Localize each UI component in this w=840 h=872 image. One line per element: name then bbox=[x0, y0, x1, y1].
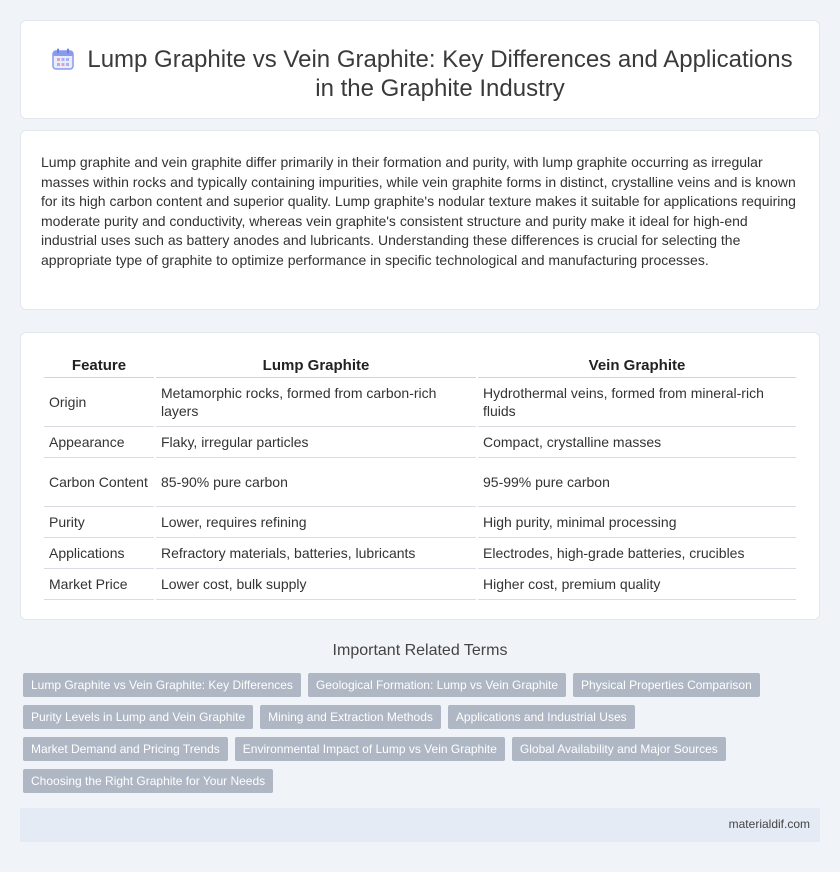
lump-cell: Refractory materials, batteries, lubricants bbox=[156, 538, 476, 569]
table-row bbox=[44, 507, 796, 538]
intro-card bbox=[20, 130, 820, 310]
tag-row bbox=[23, 737, 803, 761]
vein-cell: Higher cost, premium quality bbox=[478, 569, 796, 600]
header-vein-graphite: Vein Graphite bbox=[478, 353, 796, 378]
related-term-tag[interactable]: Geological Formation: Lump vs Vein Graphite bbox=[308, 673, 566, 697]
lump-cell: Lower, requires refining bbox=[156, 507, 476, 538]
related-term-tag[interactable]: Physical Properties Comparison bbox=[573, 673, 760, 697]
feature-cell: Applications bbox=[44, 538, 154, 569]
lump-cell: Metamorphic rocks, formed from carbon-rich layers bbox=[156, 378, 476, 427]
header-feature: Feature bbox=[44, 353, 154, 378]
feature-cell: Origin bbox=[44, 378, 154, 427]
related-term-tag[interactable]: Market Demand and Pricing Trends bbox=[23, 737, 228, 761]
header-lump-graphite: Lump Graphite bbox=[156, 353, 476, 378]
table-row bbox=[44, 458, 796, 507]
related-term-tag[interactable]: Mining and Extraction Methods bbox=[260, 705, 441, 729]
table-row bbox=[44, 378, 796, 427]
footer-bar bbox=[20, 808, 820, 842]
related-term-tag[interactable]: Choosing the Right Graphite for Your Needs bbox=[23, 769, 273, 793]
table-row bbox=[44, 569, 796, 600]
related-term-tag[interactable]: Applications and Industrial Uses bbox=[448, 705, 635, 729]
related-term-tag[interactable]: Environmental Impact of Lump vs Vein Graphite bbox=[235, 737, 505, 761]
vein-cell: Hydrothermal veins, formed from mineral-rich fluids bbox=[478, 378, 796, 427]
vein-cell: High purity, minimal processing bbox=[478, 507, 796, 538]
intro-paragraph: Lump graphite and vein graphite differ primarily in their formation and purity, with lump graphite occurring as irregular masses within rocks and typically containing impurities, while vein graphite forms in distinct, crystalline veins and is known for its high carbon content and superior quality. Lump graphite's nodular texture makes it suitable for applications requiring moderate purity and conductivity, whereas vein graphite's consistent structure and purity make it ideal for high-end industrial uses such as battery anodes and lubricants. Understanding these differences is crucial for selecting the appropriate type of graphite to optimize performance in specific technological and manufacturing processes. bbox=[41, 154, 796, 268]
lump-cell: Flaky, irregular particles bbox=[156, 427, 476, 458]
page-title: Lump Graphite vs Vein Graphite: Key Differences and Applications in the Graphite Industry bbox=[87, 46, 793, 102]
vein-cell: Compact, crystalline masses bbox=[478, 427, 796, 458]
feature-cell: Purity bbox=[44, 507, 154, 538]
feature-cell: Carbon Content bbox=[44, 458, 154, 507]
vein-cell: 95-99% pure carbon bbox=[478, 458, 796, 507]
tag-row bbox=[23, 705, 803, 729]
related-terms-list bbox=[23, 673, 803, 801]
lump-cell: Lower cost, bulk supply bbox=[156, 569, 476, 600]
related-term-tag[interactable]: Purity Levels in Lump and Vein Graphite bbox=[23, 705, 253, 729]
tag-row bbox=[23, 769, 803, 793]
feature-cell: Market Price bbox=[44, 569, 154, 600]
table-header-row bbox=[44, 353, 796, 378]
vein-cell: Electrodes, high-grade batteries, crucibles bbox=[478, 538, 796, 569]
related-term-tag[interactable]: Global Availability and Major Sources bbox=[512, 737, 726, 761]
comparison-table-card bbox=[20, 332, 820, 620]
related-term-tag[interactable]: Lump Graphite vs Vein Graphite: Key Differences bbox=[23, 673, 301, 697]
lump-cell: 85-90% pure carbon bbox=[156, 458, 476, 507]
header-card bbox=[20, 20, 820, 119]
tag-row bbox=[23, 673, 803, 697]
footer-site-name: materialdif.com bbox=[728, 817, 810, 831]
comparison-table bbox=[42, 353, 798, 600]
related-terms-heading: Important Related Terms bbox=[332, 642, 508, 659]
feature-cell: Appearance bbox=[44, 427, 154, 458]
table-row bbox=[44, 427, 796, 458]
table-row bbox=[44, 538, 796, 569]
